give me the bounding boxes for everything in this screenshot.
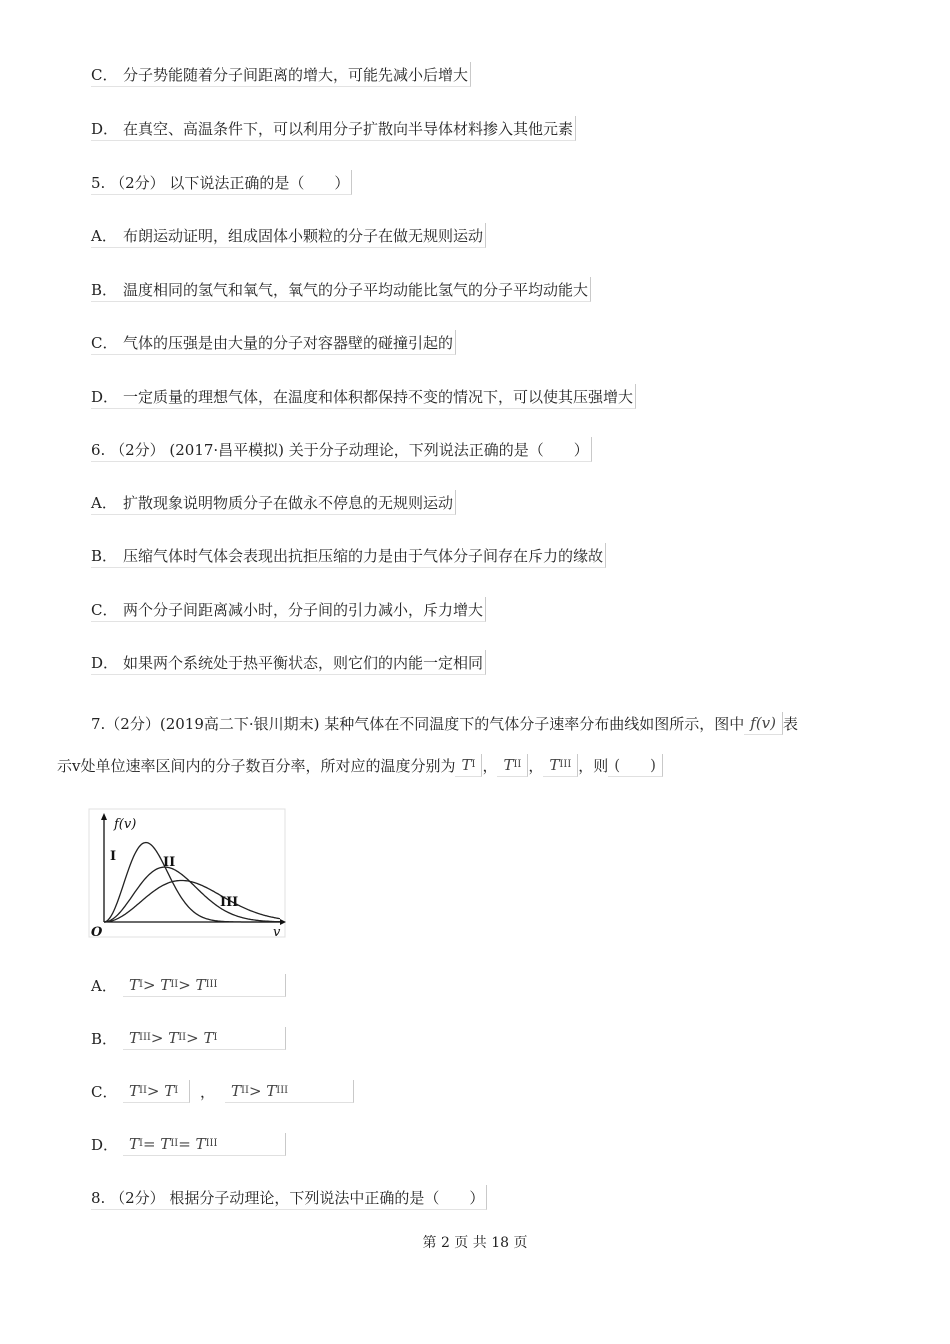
math-sub: II (241, 1085, 249, 1096)
option-text: 一定质量的理想气体，在温度和体积都保持不变的情况下，可以使其压强增大 (123, 387, 634, 406)
q7-option-b[interactable] (91, 1026, 286, 1050)
math-op: = T (178, 1134, 206, 1153)
option-letter: B． (91, 1029, 118, 1048)
option-expr (123, 1133, 286, 1156)
question-stem-text: 8. （2分） 根据分子动理论，下列说法中正确的是（ ） (91, 1188, 485, 1207)
math-var: T (129, 975, 140, 994)
math-sub: I (471, 759, 476, 770)
question-stem-text: 7.（2分）(2019高二下·银川期末) 某种气体在不同温度下的气体分子速率分布曲线如图所示，图中 (91, 714, 745, 733)
q5-option-c[interactable] (91, 330, 456, 355)
q6-option-b[interactable] (91, 543, 606, 568)
q4-option-c[interactable] (91, 62, 471, 87)
curve-3-label: III (220, 895, 239, 910)
q6-stem (91, 437, 592, 462)
option-letter: B． (91, 280, 118, 299)
math-var: T (461, 755, 472, 774)
math-sub: I (174, 1085, 179, 1096)
question-stem-text: 表 (783, 714, 799, 733)
separator: ， (482, 756, 498, 775)
math-sub: III (205, 1138, 218, 1149)
math-var: T (129, 1081, 140, 1100)
q5-stem (91, 170, 352, 195)
q7-option-d[interactable] (91, 1132, 286, 1156)
option-letter: A． (91, 976, 117, 995)
question-stem-text: 示v处单位速率区间内的分子数百分率，所对应的温度分别为 (57, 756, 456, 775)
option-text: 如果两个系统处于热平衡状态，则它们的内能一定相同 (123, 653, 484, 672)
curve-2-label: II (163, 855, 176, 870)
math-op: = T (142, 1134, 171, 1153)
math-sub: III (139, 1032, 151, 1043)
q7-option-c[interactable] (91, 1079, 354, 1103)
option-text: 布朗运动证明，组成固体小颗粒的分子在做无规则运动 (123, 226, 484, 245)
math-sub: III (205, 979, 218, 990)
option-text: 气体的压强是由大量的分子对容器壁的碰撞引起的 (123, 333, 454, 352)
option-text: 压缩气体时气体会表现出抗拒压缩的力是由于气体分子间存在斥力的缘故 (123, 546, 604, 565)
option-expr (123, 974, 286, 997)
math-op: > T (146, 1081, 175, 1100)
fv-formula: f(v) (744, 712, 783, 735)
q5-option-d[interactable] (91, 384, 636, 409)
option-text: 温度相同的氢气和氧气，氧气的分子平均动能比氢气的分子平均动能大 (123, 280, 589, 299)
temp-t2 (497, 754, 528, 777)
option-letter: D． (91, 387, 119, 406)
math-sub: II (178, 1032, 187, 1043)
separator: ， (200, 1082, 216, 1101)
option-text: 两个分子间距离减小时，分子间的引力减小，斥力增大 (123, 600, 484, 619)
option-expr-1 (123, 1080, 190, 1103)
temp-t1 (455, 754, 482, 777)
math-sub: III (559, 759, 572, 770)
q6-option-a[interactable] (91, 490, 456, 515)
curve-1-label: I (110, 849, 117, 864)
math-sub: I (139, 1138, 143, 1149)
math-var: T (129, 1028, 140, 1047)
math-op: > T (186, 1028, 214, 1047)
math-var: T (503, 755, 514, 774)
q7-option-a[interactable] (91, 973, 286, 997)
option-letter: D． (91, 119, 119, 138)
page-footer: 第 2 页 共 18 页 (422, 1235, 528, 1251)
option-letter: C． (91, 600, 118, 619)
y-axis-label: f(v) (114, 817, 137, 832)
math-op: > T (248, 1081, 277, 1100)
x-axis-label: v (273, 925, 281, 940)
math-sub: III (276, 1085, 289, 1096)
origin-label: O (91, 925, 103, 940)
speed-distribution-figure (88, 808, 288, 940)
math-sub: II (139, 1085, 147, 1096)
math-var: T (549, 755, 560, 774)
option-letter: D． (91, 1135, 119, 1154)
math-var: T (129, 1134, 140, 1153)
math-op: > T (178, 975, 206, 994)
curve-2 (104, 867, 280, 922)
q6-option-c[interactable] (91, 597, 486, 622)
option-letter: C． (91, 65, 118, 84)
math-sub: I (139, 979, 143, 990)
q7-stem-line2 (57, 753, 663, 777)
option-letter: C． (91, 1082, 118, 1101)
option-text: 分子势能随着分子间距离的增大，可能先减小后增大 (123, 65, 469, 84)
math-op: > T (142, 975, 171, 994)
option-letter: A． (91, 226, 117, 245)
option-letter: B． (91, 546, 118, 565)
q6-option-d[interactable] (91, 650, 486, 675)
q8-stem (91, 1185, 487, 1210)
option-text: 在真空、高温条件下，可以利用分子扩散向半导体材料掺入其他元素 (123, 119, 574, 138)
curve-3 (104, 881, 280, 923)
math-op: > T (150, 1028, 179, 1047)
math-sub: II (170, 979, 179, 990)
option-text: 扩散现象说明物质分子在做永不停息的无规则运动 (123, 493, 454, 512)
question-stem-text: 6. （2分） (2017·昌平模拟) 关于分子动理论，下列说法正确的是（ ） (91, 440, 589, 459)
math-sub: II (170, 1138, 179, 1149)
answer-paren: ( ) (608, 754, 663, 777)
q4-option-d[interactable] (91, 116, 576, 141)
temp-t3 (543, 754, 578, 777)
option-letter: A． (91, 493, 117, 512)
math-sub: II (513, 759, 522, 770)
option-expr (123, 1027, 286, 1050)
math-sub: I (213, 1032, 218, 1043)
y-axis-arrow (101, 813, 107, 820)
option-expr-2 (225, 1080, 354, 1103)
question-stem-text: 5. （2分） 以下说法正确的是（ ） (91, 173, 350, 192)
q7-stem-line1 (91, 711, 798, 735)
option-letter: D． (91, 653, 119, 672)
q5-option-a[interactable] (91, 223, 486, 248)
question-stem-text: ，则 (578, 756, 609, 775)
option-letter: C． (91, 333, 118, 352)
math-var: T (231, 1081, 242, 1100)
separator: ， (528, 756, 544, 775)
q5-option-b[interactable] (91, 277, 591, 302)
